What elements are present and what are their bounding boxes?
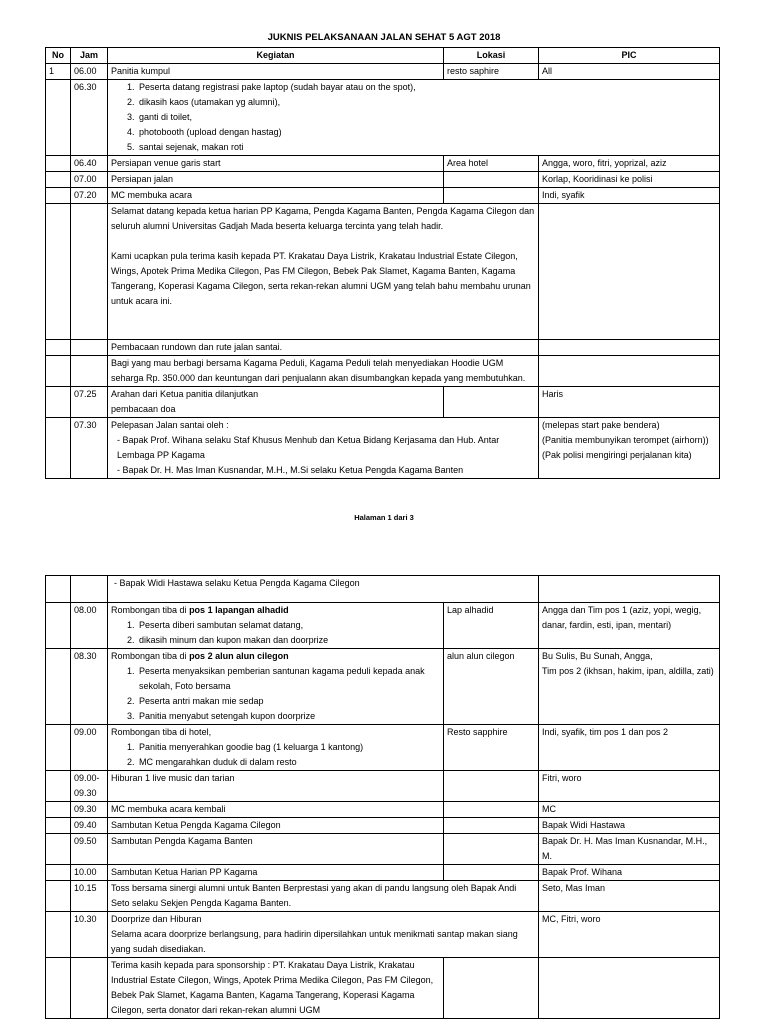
cell-pic: Fitri, woro: [539, 771, 720, 802]
cell-no: 1: [46, 64, 71, 80]
cell-pic: [539, 418, 720, 479]
line: Selama acara doorprize berlangsung, para hadirin dipersilahkan untuk menikmati santap makan siang yang sudah disediakan.: [111, 929, 518, 954]
line: 09.00-: [74, 773, 100, 783]
cell-lokasi: Area hotel: [444, 156, 539, 172]
cell-pic: Indi, syafik: [539, 188, 720, 204]
line: pembacaan doa: [111, 404, 176, 414]
cell-kegiatan: [108, 912, 539, 958]
cell-lokasi: alun alun cilegon: [444, 649, 539, 725]
cell-jam: 07.30: [71, 418, 108, 479]
line: (Pak polisi mengiringi perjalanan kita): [542, 450, 692, 460]
cell-jam: [71, 771, 108, 802]
line: Rombongan tiba di: [111, 651, 190, 661]
cell-jam: 10.00: [71, 865, 108, 881]
table-row: [46, 576, 720, 603]
activity-list: [111, 80, 716, 155]
document-title: JUKNIS PELAKSANAAN JALAN SEHAT 5 AGT 2018: [267, 32, 501, 43]
cell-jam: 06.00: [71, 64, 108, 80]
cell-jam: 08.00: [71, 603, 108, 649]
cell-jam: 10.15: [71, 881, 108, 912]
schedule-table-page-1: [45, 47, 720, 479]
cell-kegiatan: Bagi yang mau berbagi bersama Kagama Peduli, Kagama Peduli telah menyediakan Hoodie UGM seharga Rp. 350.000 dan keuntungan dari penjualann akan disumbangkan kepada yang membutuhkan.: [108, 356, 539, 387]
list-item: 2. dikasih kaos (utamakan yg alumni),: [127, 97, 281, 107]
activity-list: [111, 664, 440, 724]
table-row: [46, 188, 720, 204]
schedule-table-page-2: [45, 575, 720, 1019]
line: Rombongan tiba di hotel,: [111, 727, 212, 737]
thanks-paragraph: Kami ucapkan pula terima kasih kepada PT. Krakatau Daya Listrik, Krakatau Industrial Estate Cilegon, Wings, Apotek Prima Medika Cilegon, Pas FM Cilegon, Bebek Pak Slamet, Kagama Banten, Kagama Tangerang, Koperasi Kagama Cilegon, serta rekan-rekan alumni UGM yang telah bahu membahu urunan untuk acara ini.: [111, 251, 531, 306]
list-item: 2. dikasih minum dan kupon makan dan doorprize: [127, 635, 329, 645]
cell-kegiatan: Sambutan Ketua Harian PP Kagama: [108, 865, 444, 881]
cell-pic: Seto, Mas Iman: [539, 881, 720, 912]
cell-lokasi: resto saphire: [444, 64, 539, 80]
header-lokasi: Lokasi: [444, 48, 539, 64]
cell-pic: Angga, woro, fitri, yoprizal, aziz: [539, 156, 720, 172]
cell-lokasi: Lap alhadid: [444, 603, 539, 649]
cell-kegiatan: Hiburan 1 live music dan tarian: [108, 771, 444, 802]
cell-pic: Haris: [539, 387, 720, 418]
table-row: [46, 603, 720, 649]
location-highlight: pos 1 lapangan alhadid: [189, 605, 289, 615]
cell-pic: Korlap, Kooridinasi ke polisi: [539, 172, 720, 188]
cell-pic: Angga dan Tim pos 1 (aziz, yopi, wegig, danar, fardin, esti, ipan, mentari): [539, 603, 720, 649]
activity-list: [111, 740, 440, 770]
cell-pic: Bapak Prof. Wihana: [539, 865, 720, 881]
table-row: [46, 771, 720, 802]
cell-kegiatan: Pembacaan rundown dan rute jalan santai.: [108, 340, 539, 356]
table-row: [46, 802, 720, 818]
list-item: - Bapak Dr. H. Mas Iman Kusnandar, M.H., M.Si selaku Ketua Pengda Kagama Banten: [117, 465, 464, 475]
table-header-row: [46, 48, 720, 64]
cell-kegiatan: [108, 725, 444, 771]
table-row: [46, 387, 720, 418]
cell-jam: 09.30: [71, 802, 108, 818]
list-item: 3. ganti di toilet,: [127, 112, 193, 122]
list-item: 4. photobooth (upload dengan hastag): [127, 127, 282, 137]
table-row: [46, 356, 720, 387]
header-kegiatan: Kegiatan: [108, 48, 444, 64]
table-row: [46, 958, 720, 1019]
table-row: [46, 881, 720, 912]
cell-jam: 08.30: [71, 649, 108, 725]
cell-jam: 09.00: [71, 725, 108, 771]
cell-kegiatan: [108, 204, 539, 340]
cell-pic: All: [539, 64, 720, 80]
line: Arahan dari Ketua panitia dilanjutkan: [111, 389, 259, 399]
list-item: 2. Peserta antri makan mie sedap: [127, 696, 264, 706]
line: Tim pos 2 (ikhsan, hakim, ipan, aldilla, zati): [542, 666, 714, 676]
table-row: [46, 64, 720, 80]
line: Doorprize dan Hiburan: [111, 914, 202, 924]
cell-jam: 06.30: [71, 80, 108, 156]
cell-kegiatan: MC membuka acara: [108, 188, 444, 204]
cell-kegiatan: - Bapak Widi Hastawa selaku Ketua Pengda Kagama Cilegon: [108, 576, 539, 603]
list-item: 1. Peserta menyaksikan pemberian santunan kagama peduli kepada anak sekolah, Foto bersama: [127, 666, 425, 691]
welcome-paragraph: Selamat datang kepada ketua harian PP Kagama, Pengda Kagama Banten, Pengda Kagama Cilegon dan seluruh alumni Universitas Gadjah Mada beserta keluarga tercinta yang telah hadir.: [111, 206, 535, 231]
line: 09.30: [74, 788, 97, 798]
line: Rombongan tiba di: [111, 605, 190, 615]
table-row: [46, 418, 720, 479]
line: Pelepasan Jalan santai oleh :: [111, 420, 229, 430]
table-row: [46, 172, 720, 188]
cell-kegiatan: [108, 387, 444, 418]
list-item: 1. Peserta datang registrasi pake laptop (sudah bayar atau on the spot),: [127, 82, 416, 92]
list-item: 2. MC mengarahkan duduk di dalam resto: [127, 757, 297, 767]
header-jam: Jam: [71, 48, 108, 64]
cell-kegiatan: Sambutan Pengda Kagama Banten: [108, 834, 444, 865]
list-item: 1. Panitia menyerahkan goodie bag (1 keluarga 1 kantong): [127, 742, 364, 752]
cell-kegiatan: Sambutan Ketua Pengda Kagama Cilegon: [108, 818, 444, 834]
cell-pic: [539, 649, 720, 725]
table-row: [46, 834, 720, 865]
list-item: 5. santai sejenak, makan roti: [127, 142, 244, 152]
cell-kegiatan: MC membuka acara kembali: [108, 802, 444, 818]
line: (melepas start pake bendera): [542, 420, 660, 430]
cell-jam: 07.00: [71, 172, 108, 188]
cell-lokasi: Resto sapphire: [444, 725, 539, 771]
line: Bu Sulis, Bu Sunah, Angga,: [542, 651, 653, 661]
header-no: No: [46, 48, 71, 64]
cell-pic: MC: [539, 802, 720, 818]
cell-kegiatan: Persiapan jalan: [108, 172, 444, 188]
header-pic: PIC: [539, 48, 720, 64]
cell-pic: Indi, syafik, tim pos 1 dan pos 2: [539, 725, 720, 771]
cell-kegiatan: Panitia kumpul: [108, 64, 444, 80]
line: (Panitia membunyikan terompet (airhorn)): [542, 435, 709, 445]
table-row: [46, 865, 720, 881]
cell-jam: 06.40: [71, 156, 108, 172]
list-item: - Bapak Prof. Wihana selaku Staf Khusus Menhub dan Ketua Bidang Kerjasama dan Hub. Antar Lembaga PP Kagama: [117, 435, 500, 460]
cell-kegiatan: Toss bersama sinergi alumni untuk Banten Berprestasi yang akan di pandu langsung oleh Bapak Andi Seto selaku Sekjen Pengda Kagama Banten.: [108, 881, 539, 912]
table-row: [46, 340, 720, 356]
cell-jam: 10.30: [71, 912, 108, 958]
cell-jam: 07.20: [71, 188, 108, 204]
table-row: [46, 204, 720, 340]
activity-list: [111, 618, 440, 648]
location-highlight: pos 2 alun alun cilegon: [189, 651, 289, 661]
cell-kegiatan: [108, 418, 539, 479]
cell-kegiatan: [108, 603, 444, 649]
table-row: [46, 649, 720, 725]
table-row: [46, 156, 720, 172]
cell-kegiatan: Terima kasih kepada para sponsorship : PT. Krakatau Daya Listrik, Krakatau Industrial Estate Cilegon, Wings, Apotek Prima Medika Cilegon, Pas FM Cilegon, Bebek Pak Slamet, Kagama Banten, Kagama Tangerang, Koperasi Kagama Cilegon, serta donator dari rekan-rekan alumni UGM: [108, 958, 444, 1019]
cell-pic: MC, Fitri, woro: [539, 912, 720, 958]
table-row: [46, 818, 720, 834]
table-row: [46, 912, 720, 958]
cell-jam: 09.50: [71, 834, 108, 865]
list-item: 1. Peserta diberi sambutan selamat datang,: [127, 620, 304, 630]
cell-pic: Bapak Widi Hastawa: [539, 818, 720, 834]
cell-jam: 07.25: [71, 387, 108, 418]
cell-kegiatan: Persiapan venue garis start: [108, 156, 444, 172]
cell-kegiatan: [108, 80, 720, 156]
cell-jam: 09.40: [71, 818, 108, 834]
cell-pic: Bapak Dr. H. Mas Iman Kusnandar, M.H., M.: [539, 834, 720, 865]
page-number: Halaman 1 dari 3: [354, 513, 414, 522]
table-row: [46, 725, 720, 771]
table-row: [46, 80, 720, 156]
cell-kegiatan: [108, 649, 444, 725]
list-item: 3. Panitia menyabut setengah kupon doorprize: [127, 711, 316, 721]
